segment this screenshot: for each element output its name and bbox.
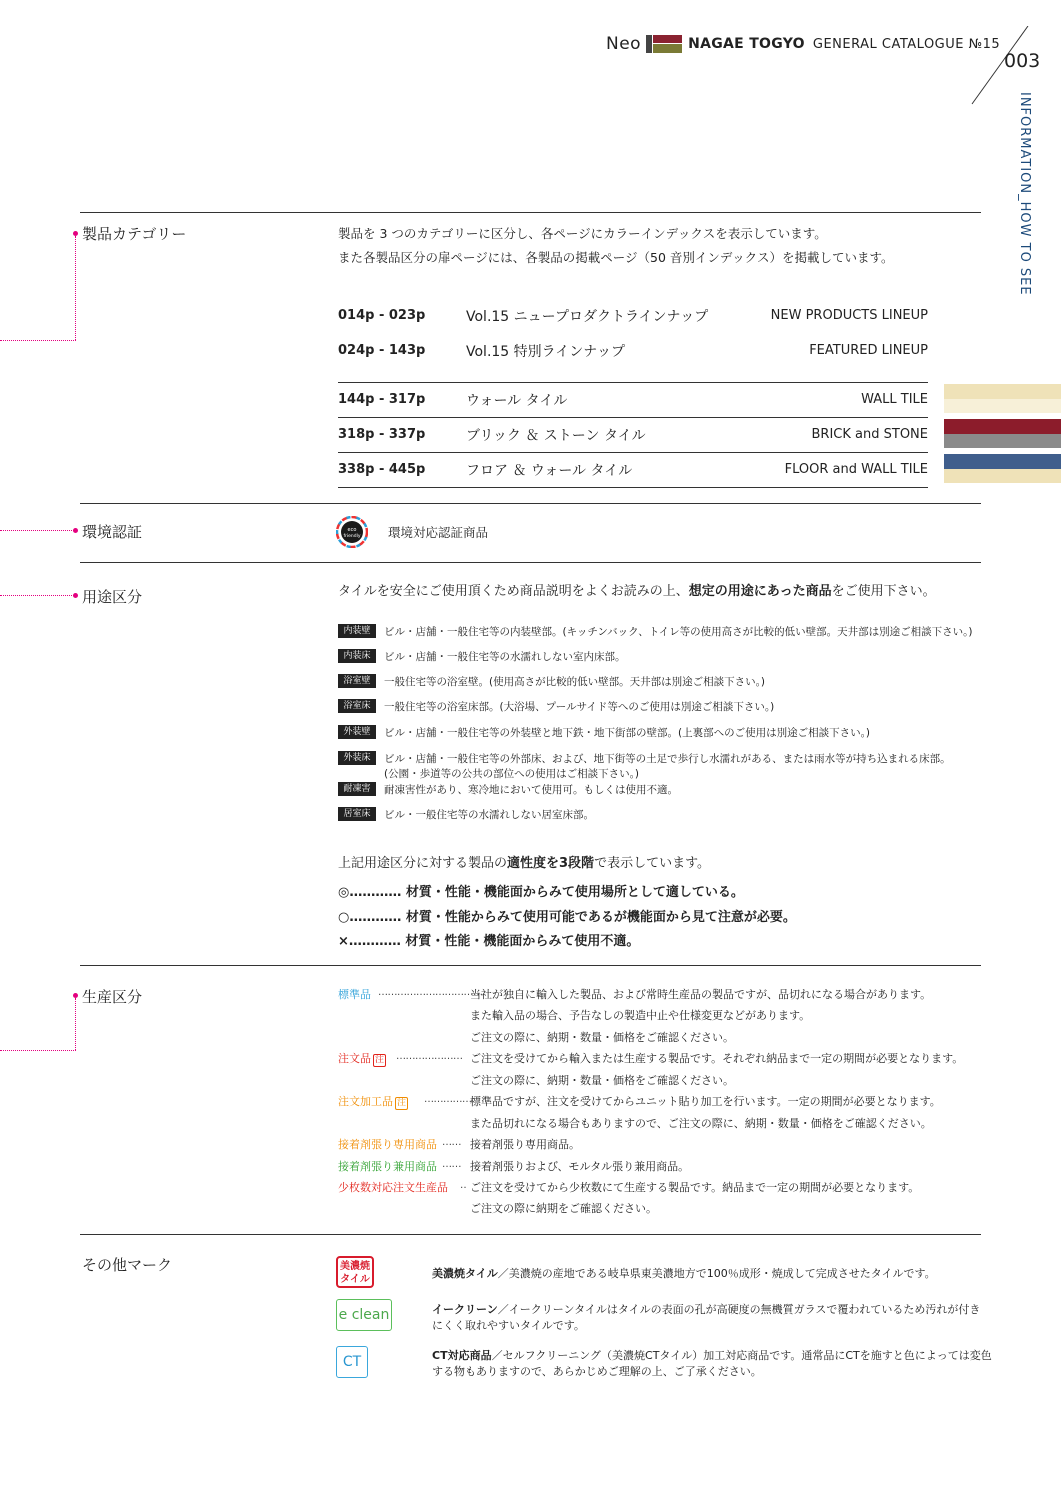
category-row [338, 382, 928, 417]
category-name-jp: ブリック ＆ ストーン タイル [466, 427, 646, 444]
section-title-production: 生産区分 [82, 988, 143, 1006]
pink-guide-line [75, 998, 76, 1050]
ct-mark-description [432, 1347, 992, 1363]
color-index-floor-swatch [944, 454, 1061, 469]
usage-text-note: (公園・歩道等の公共の部位への使用はご相談下さい。) [384, 768, 639, 780]
production-desc: ご注文の際に、納期・数量・価格をご確認ください。 [470, 1031, 734, 1044]
usage-badge: 居室床 [338, 807, 376, 821]
leader-dots: …… [442, 1137, 461, 1148]
mino-mark-text: ／美濃焼の産地である岐阜県東美濃地方で100％成形・焼成して完成させたタイルです。 [497, 1267, 936, 1280]
usage-text: 耐凍害性があり、寒冷地において使用可。もしくは使用不適。 [384, 784, 678, 796]
leader-dots: ‥ [460, 1180, 467, 1191]
svg-text:eco: eco [347, 527, 357, 533]
category-name-jp: Vol.15 ニュープロダクトラインナップ [466, 308, 709, 325]
usage-badge: 内装床 [338, 649, 376, 663]
color-index-wall-swatch [944, 384, 1061, 399]
usage-text: ビル・店舗・一般住宅等の水濡れしない室内床部。 [384, 651, 626, 663]
production-desc: ご注文を受けてから輸入または生産する製品です。それぞれ納品まで一定の期間が必要となります。 [470, 1052, 964, 1065]
production-label [338, 1093, 408, 1110]
category-row [338, 452, 928, 487]
rating-intro-a: 上記用途区分に対する製品の [338, 856, 508, 871]
page-number: 003 [1004, 50, 1041, 72]
usage-text: ビル・店舗・一般住宅等の外装壁と地下鉄・地下街部の壁部。(上裏部へのご使用は別途ご相談下さい。) [384, 727, 870, 739]
category-name-jp: ウォール タイル [466, 392, 568, 409]
section-title-usage: 用途区分 [82, 588, 143, 606]
usage-badge: 耐凍害 [338, 782, 376, 796]
mino-mark-name: 美濃焼タイル [432, 1267, 498, 1280]
category-name-en: BRICK and STONE [811, 427, 928, 442]
leader-dots: …………… [424, 1094, 472, 1105]
categories-desc-1: 製品を 3 つのカテゴリーに区分し、各ページにカラーインデックスを表示しています。 [338, 226, 827, 241]
section-rule [80, 503, 981, 504]
usage-text: 一般住宅等の浴室壁。(使用高さが比較的低い壁部。天井部は別途ご相談下さい。) [384, 676, 765, 688]
usage-badge: 浴室床 [338, 699, 376, 713]
usage-intro-c: をご使用下さい。 [831, 584, 936, 599]
usage-badge: 浴室壁 [338, 674, 376, 688]
rating-intro-c: で表示しています。 [594, 856, 711, 871]
leader-dots: …………………………… [378, 987, 483, 998]
usage-intro-emphasis: 想定の用途にあった商品 [688, 584, 832, 599]
section-title-eco: 環境認証 [82, 523, 143, 541]
category-pages: 318p - 337p [338, 427, 426, 442]
mino-mark-description [432, 1265, 936, 1281]
production-desc: 接着剤張り専用商品。 [470, 1138, 580, 1151]
production-label: 標準品 [338, 988, 371, 1001]
production-desc: ご注文を受けてから少枚数にて生産する製品です。納品まで一定の期間が必要となります。 [470, 1181, 920, 1194]
usage-text: ビル・一般住宅等の水濡れしない居室床部。 [384, 809, 594, 821]
eco-friendly-icon [336, 516, 368, 548]
usage-badge: 外装壁 [338, 725, 376, 739]
pink-guide-line [0, 340, 76, 341]
category-row [338, 333, 928, 368]
mino-tile-mark-icon [336, 1256, 374, 1288]
pink-guide-line [75, 236, 76, 340]
rating-intro [338, 852, 710, 871]
color-index-wall-swatch [944, 399, 1061, 413]
rating-level: ○………… 材質・性能からみて使用可能であるが機能面から見て注意が必要。 [338, 910, 796, 925]
category-pages: 024p - 143p [338, 343, 426, 358]
production-label: 接着剤張り専用商品 [338, 1138, 437, 1151]
production-desc: 標準品ですが、注文を受けてからユニット貼り加工を行います。一定の期間が必要となります。 [470, 1095, 941, 1108]
section-rule [80, 1234, 981, 1235]
section-title-other-marks: その他マーク [82, 1256, 173, 1274]
category-pages: 144p - 317p [338, 392, 426, 407]
production-desc: 接着剤張りおよび、モルタル張り兼用商品。 [470, 1160, 690, 1173]
color-index-brick-swatch [944, 434, 1061, 448]
rating-level: ×………… 材質・性能・機能面からみて使用不適。 [338, 934, 640, 949]
category-name-jp: フロア ＆ ウォール タイル [466, 462, 633, 479]
ct-mark-name: CT対応商品 [432, 1349, 492, 1362]
section-rule [80, 965, 981, 966]
category-pages: 338p - 445p [338, 462, 426, 477]
catalogue-header [606, 34, 1000, 54]
ct-mark-description-2: する物もありますので、あらかじめご理解の上、ご了承ください。 [432, 1365, 762, 1378]
brand-name: NAGAE TOGYO [688, 36, 805, 52]
color-index-floor-swatch [944, 469, 1061, 483]
category-name-en: WALL TILE [861, 392, 928, 407]
production-label: 少枚数対応注文生産品 [338, 1181, 448, 1194]
eclean-mark-text: ／イークリーンタイルはタイルの表面の孔が高硬度の無機質ガラスで覆われているため汚れが付き [497, 1303, 981, 1316]
svg-text:friendly: friendly [343, 534, 361, 539]
eclean-mark-icon: e clean [336, 1299, 392, 1331]
leader-dots: …… [442, 1159, 461, 1170]
ct-mark-icon: CT [336, 1346, 368, 1378]
order-mark-icon: 注 [397, 1098, 407, 1108]
order-mark-icon: 注 [375, 1055, 385, 1065]
production-desc: 当社が独自に輸入した製品、および常時生産品の製品ですが、品切れになる場合があります。 [470, 988, 932, 1001]
section-title-categories: 製品カテゴリー [82, 225, 187, 243]
pink-guide-line [0, 1050, 76, 1051]
eclean-mark-name: イークリーン [432, 1303, 498, 1316]
leader-dots: ………………… [396, 1051, 463, 1062]
usage-text: 一般住宅等の浴室床部。(大浴場、プールサイド等へのご使用は別途ご相談下さい。) [384, 701, 775, 713]
section-vertical-label: INFORMATION_HOW TO SEE [1017, 92, 1032, 296]
section-rule [80, 562, 981, 563]
category-pages: 014p - 023p [338, 308, 426, 323]
categories-desc-2: また各製品区分の扉ページには、各製品の掲載ページ（50 音別インデックス）を掲載しています。 [338, 250, 894, 265]
production-desc: ご注文の際に、納期・数量・価格をご確認ください。 [470, 1074, 734, 1087]
eclean-mark-description-2: にくく取れやすいタイルです。 [432, 1319, 585, 1332]
category-name-en: NEW PRODUCTS LINEUP [770, 308, 928, 323]
production-label-text: 注文品 [338, 1052, 371, 1065]
neo-logo-text: Neo [606, 34, 642, 54]
category-name-en: FEATURED LINEUP [809, 343, 928, 358]
pink-guide-line [0, 530, 74, 531]
eclean-mark-description [432, 1301, 980, 1317]
category-row [338, 298, 928, 333]
nagae-logo-icon [646, 35, 682, 53]
production-desc: また輸入品の場合、予告なしの製造中止や仕様変更などがあります。 [470, 1009, 811, 1022]
usage-text: ビル・店舗・一般住宅等の外部床、および、地下街等の土足で歩行し水濡れがある、または雨水等が持ち込まれる床部。 [384, 753, 951, 765]
table-divider [338, 487, 928, 488]
production-desc: また品切れになる場合もありますので、ご注文の際に、納期・数量・価格をご確認ください。 [470, 1117, 932, 1130]
eco-label: 環境対応認証商品 [388, 525, 489, 540]
mino-mark-line-1: 美濃焼 [340, 1261, 370, 1272]
usage-badge: 外装床 [338, 751, 376, 765]
production-label-text: 注文加工品 [338, 1095, 393, 1108]
usage-text: ビル・店舗・一般住宅等の内装壁部。(キッチンバック、トイレ等の使用高さが比較的低い壁部。天井部は別途ご相談下さい。) [384, 626, 973, 638]
usage-intro [338, 580, 936, 599]
rating-level: ◎………… 材質・性能・機能面からみて使用場所として適している。 [338, 885, 744, 900]
mino-mark-line-2: タイル [340, 1274, 370, 1285]
pink-guide-line [0, 595, 74, 596]
usage-badge: 内装壁 [338, 624, 376, 638]
category-name-jp: Vol.15 特別ラインナップ [466, 343, 625, 360]
production-label: 接着剤張り兼用商品 [338, 1160, 437, 1173]
rating-intro-emphasis: 適性度を3段階 [507, 856, 595, 871]
catalogue-title: GENERAL CATALOGUE №15 [812, 36, 1001, 52]
category-row [338, 417, 928, 452]
color-index-brick-swatch [944, 419, 1061, 434]
production-label [338, 1050, 386, 1067]
usage-intro-a: タイルを安全にご使用頂くため商品説明をよくお読みの上、 [338, 584, 689, 599]
section-rule [80, 212, 981, 213]
production-desc: ご注文の際に納期をご確認ください。 [470, 1202, 657, 1215]
ct-mark-text: ／セルフクリーニング（美濃焼CTタイル）加工対応商品です。通常品にCTを施すと色によっては変色 [491, 1349, 992, 1362]
category-name-en: FLOOR and WALL TILE [784, 462, 928, 477]
